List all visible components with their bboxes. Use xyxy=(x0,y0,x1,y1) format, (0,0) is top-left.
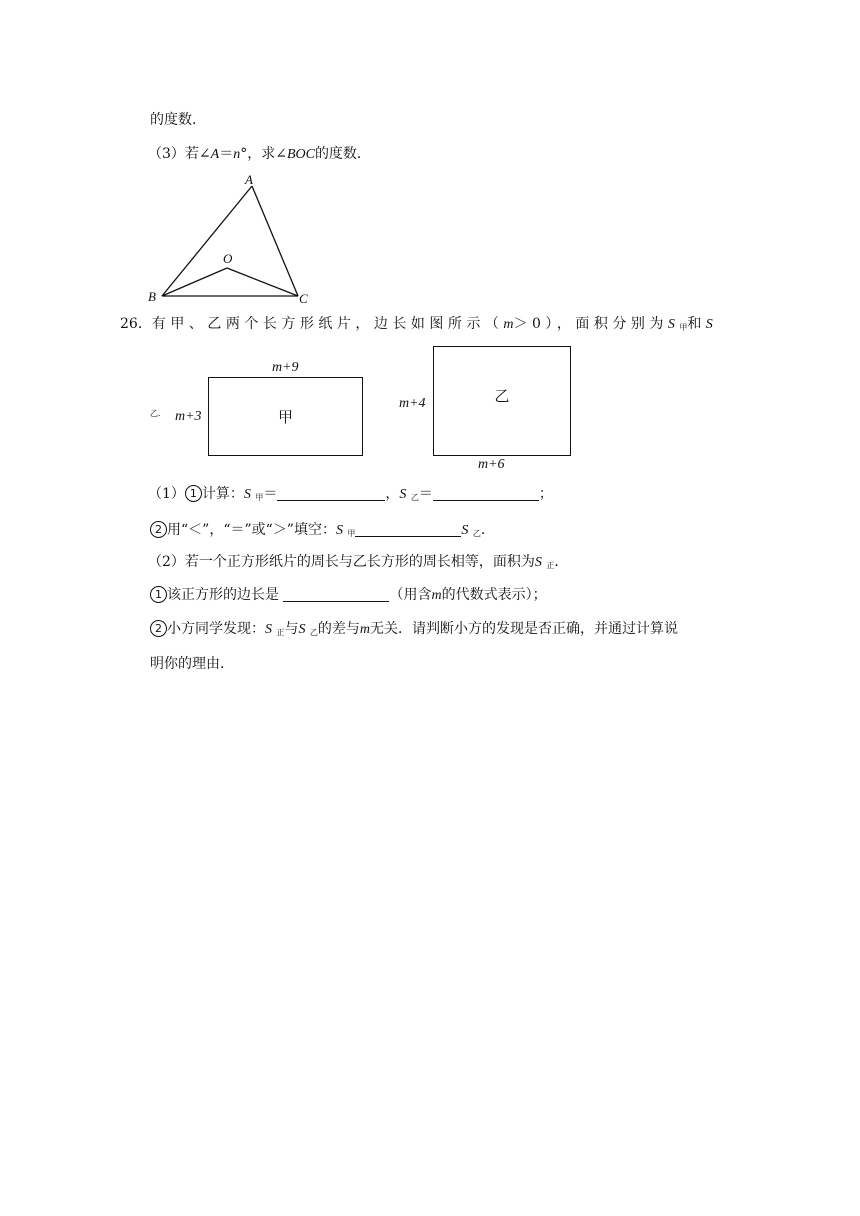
q26-part2-side: 1 该正方形的边长是 （用含m的代数式表示）； xyxy=(150,585,547,606)
answer-blank-compare[interactable] xyxy=(355,522,461,537)
answer-blank-s-yi[interactable] xyxy=(433,486,539,501)
side-ac xyxy=(252,186,298,296)
q26-part1-calc: （1） 1 计算：S $_甲$＝ ，S $_乙$＝ ； xyxy=(148,486,553,502)
q26-intro-continued: 乙． xyxy=(150,409,166,418)
prev-question-tail: 的度数． xyxy=(150,112,206,128)
answer-blank-side[interactable] xyxy=(283,587,389,602)
prev-question-part3: （3）若∠A＝n°，求∠BOC的度数． xyxy=(148,146,371,162)
side-ab xyxy=(162,186,252,296)
circled-number-2: 2 xyxy=(150,620,167,637)
point-label-o: O xyxy=(223,251,233,266)
q26-part1-compare: 2 用“＜”，“＝”或“＞”填空：S $_甲$ S $_乙$． xyxy=(150,520,495,544)
q26-part2-claim: 2 小方同学发现：S $_正$与S $_乙$的差与m无关．请判断小方的发现是否正确，并通过计算说 xyxy=(150,619,678,643)
rect-jia-top-label: m+9 xyxy=(272,360,299,375)
rect-yi-left-label: m+4 xyxy=(399,396,426,411)
q26-part2-claim-continued: 明你的理由． xyxy=(150,656,234,672)
circled-number-1: 1 xyxy=(150,586,167,603)
rect-jia-left-label: m+3 xyxy=(175,409,202,424)
q26-part2-intro: （2）若一个正方形纸片的周长与乙长方形的周长相等，面积为S $_正$． xyxy=(148,554,569,570)
vertex-label-b: B xyxy=(148,289,156,304)
segment-bo xyxy=(162,268,227,296)
rect-yi-bottom-label: m+6 xyxy=(478,457,505,472)
answer-blank-s-jia[interactable] xyxy=(277,486,385,501)
vertex-label-a: A xyxy=(245,172,253,187)
circled-number-1: 1 xyxy=(185,485,202,502)
rect-yi: 乙 xyxy=(433,346,571,456)
vertex-label-c: C xyxy=(299,291,308,306)
question-number: 26． xyxy=(120,316,152,332)
triangle-figure xyxy=(140,168,320,308)
q26-intro: 26．有甲、乙两个长方形纸片，边长如图所示（m＞0），面积分别为S $_甲$和 S xyxy=(120,316,713,332)
rect-jia: 甲 xyxy=(208,377,363,456)
circled-number-2: 2 xyxy=(150,521,167,538)
